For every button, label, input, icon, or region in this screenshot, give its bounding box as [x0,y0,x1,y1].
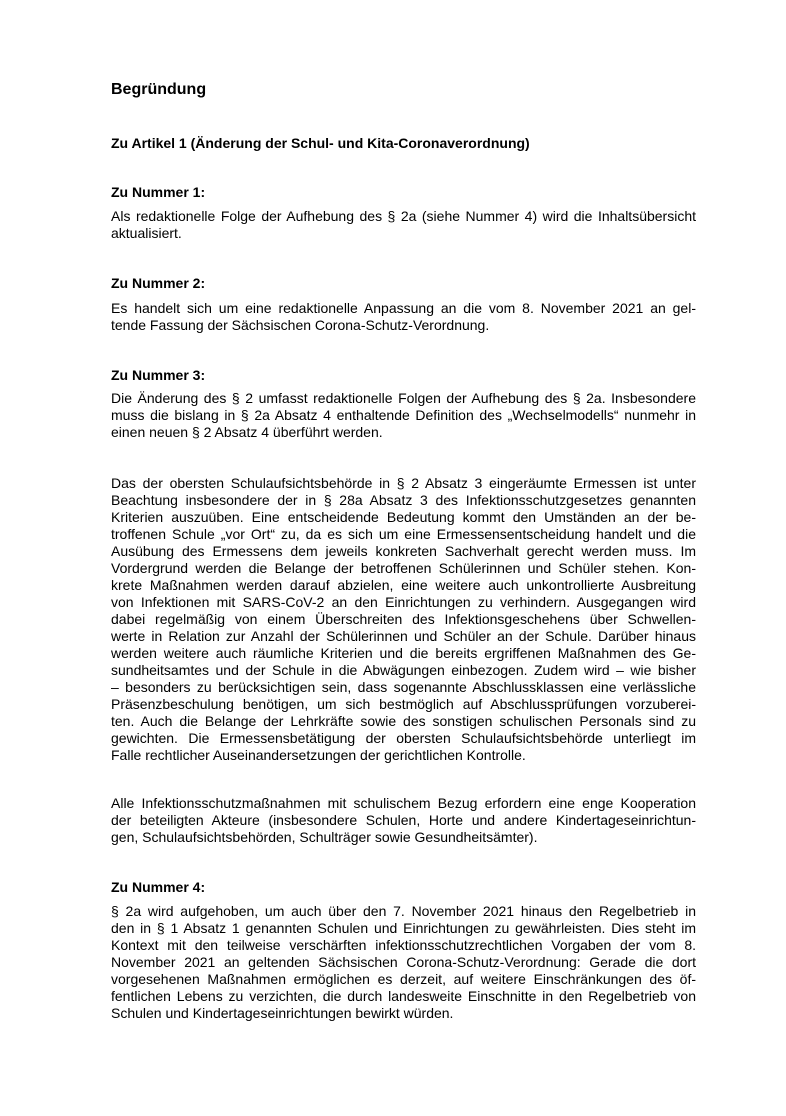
section-heading-nummer-4: Zu Nummer 4: [111,879,206,895]
text-line: vorgesehenen Maßnahmen ermöglichen es derzeit, auf weitere Einschränkungen des öf- [111,971,696,987]
text-line: Als redaktionelle Folge der Aufhebung des § 2a (siehe Nummer 4) wird die Inhaltsübersicht [111,208,696,224]
text-line: werte in Relation zur Anzahl der Schülerinnen und Schüler an der Schule. Darüber hinaus [111,628,696,644]
text-line: Das der obersten Schulaufsichtsbehörde in § 2 Absatz 3 eingeräumte Ermessen ist unter [111,475,696,491]
text-line: fentlichen Lebens zu verzichten, die durch landesweite Einschnitte in den Regelbetrieb von [111,988,696,1004]
text-line: Kriterien auszuüben. Eine entscheidende Bedeutung kommt den Umständen an der be- [111,509,696,525]
text-line: gewichten. Die Ermessensbetätigung der obersten Schulaufsichtsbehörde unterliegt im [111,730,696,746]
text-line: werden weitere auch räumliche Kriterien und die bereits ergriffenen Maßnahmen des Ge- [111,645,696,661]
text-line: Ausübung des Ermessens dem jeweils konkreten Sachverhalt gerecht werden muss. Im [111,543,696,559]
text-line: der beteiligten Akteure (insbesondere Schulen, Horte und andere Kindertageseinrichtun- [111,812,696,828]
section-heading-nummer-3: Zu Nummer 3: [111,367,206,383]
paragraph-nummer-2 [111,300,696,334]
text-line: November 2021 an geltenden Sächsischen Corona-Schutz-Verordnung: Gerade die dort [111,954,696,970]
paragraph-nummer-3-b [111,475,696,764]
text-line: Präsenzbeschulung benötigen, um sich bestmöglich auf Abschlussprüfungen vorzuberei- [111,696,696,712]
text-line: krete Maßnahmen werden darauf abzielen, eine weitere auch unkontrollierte Ausbreitung [111,577,696,593]
text-line: Beachtung insbesondere der in § 28a Absatz 3 des Infektionsschutzgesetzes genannten [111,492,696,508]
text-line: den in § 1 Absatz 1 genannten Schulen und Einrichtungen zu gewährleisten. Dies steht im [111,920,696,936]
text-line: ten. Auch die Belange der Lehrkräfte sowie des sonstigen schulischen Personals sind zu [111,713,696,729]
section-heading-nummer-1: Zu Nummer 1: [111,184,206,200]
text-line: Es handelt sich um eine redaktionelle Anpassung an die vom 8. November 2021 an gel- [111,300,696,316]
text-line: Schulen und Kindertageseinrichtungen bewirkt würden. [111,1005,454,1021]
text-line: – besonders zu berücksichtigen sein, dass sogenannte Abschlussklassen eine verlässliche [111,679,696,695]
text-line: Falle rechtlicher Auseinandersetzungen der gerichtlichen Kontrolle. [111,747,526,763]
text-line: § 2a wird aufgehoben, um auch über den 7. November 2021 hinaus den Regelbetrieb in [111,903,696,919]
text-line: Vordergrund werden die Belange der betroffenen Schülerinnen und Schüler stehen. Kon- [111,560,696,576]
text-line: aktualisiert. [111,225,182,241]
text-line: gen, Schulaufsichtsbehörden, Schulträger sowie Gesundheitsämter). [111,829,538,845]
text-line: troffenen Schule „vor Ort“ zu, da es sich um eine Ermessensentscheidung handelt und die [111,526,696,542]
text-line: muss die bislang in § 2a Absatz 4 enthaltende Definition des „Wechselmodells“ nunmehr in [111,407,696,423]
paragraph-nummer-3-c [111,795,696,846]
text-line: von Infektionen mit SARS-CoV-2 an den Einrichtungen zu verhindern. Ausgegangen wird [111,594,696,610]
paragraph-nummer-4 [111,903,696,1022]
paragraph-nummer-1 [111,208,696,242]
text-line: sundheitsamtes und der Schule in die Abwägungen einbezogen. Zudem wird – wie bisher [111,662,696,678]
text-line: tende Fassung der Sächsischen Corona-Schutz-Verordnung. [111,317,490,333]
article-heading: Zu Artikel 1 (Änderung der Schul- und Kita-Coronaverordnung) [111,135,530,151]
document-title: Begründung [111,81,207,98]
text-line: dabei regelmäßig von einem Überschreiten des Infektionsgeschehens über Schwellen- [111,611,696,627]
text-line: Die Änderung des § 2 umfasst redaktionelle Folgen der Aufhebung des § 2a. Insbesondere [111,390,696,406]
text-line: Kontext mit den teilweise verschärften infektionsschutzrechtlichen Vorgaben der vom 8. [111,937,696,953]
paragraph-nummer-3-a [111,390,696,441]
section-heading-nummer-2: Zu Nummer 2: [111,275,206,291]
text-line: einen neuen § 2 Absatz 4 überführt werden. [111,424,383,440]
text-line: Alle Infektionsschutzmaßnahmen mit schulischem Bezug erfordern eine enge Kooperation [111,795,696,811]
